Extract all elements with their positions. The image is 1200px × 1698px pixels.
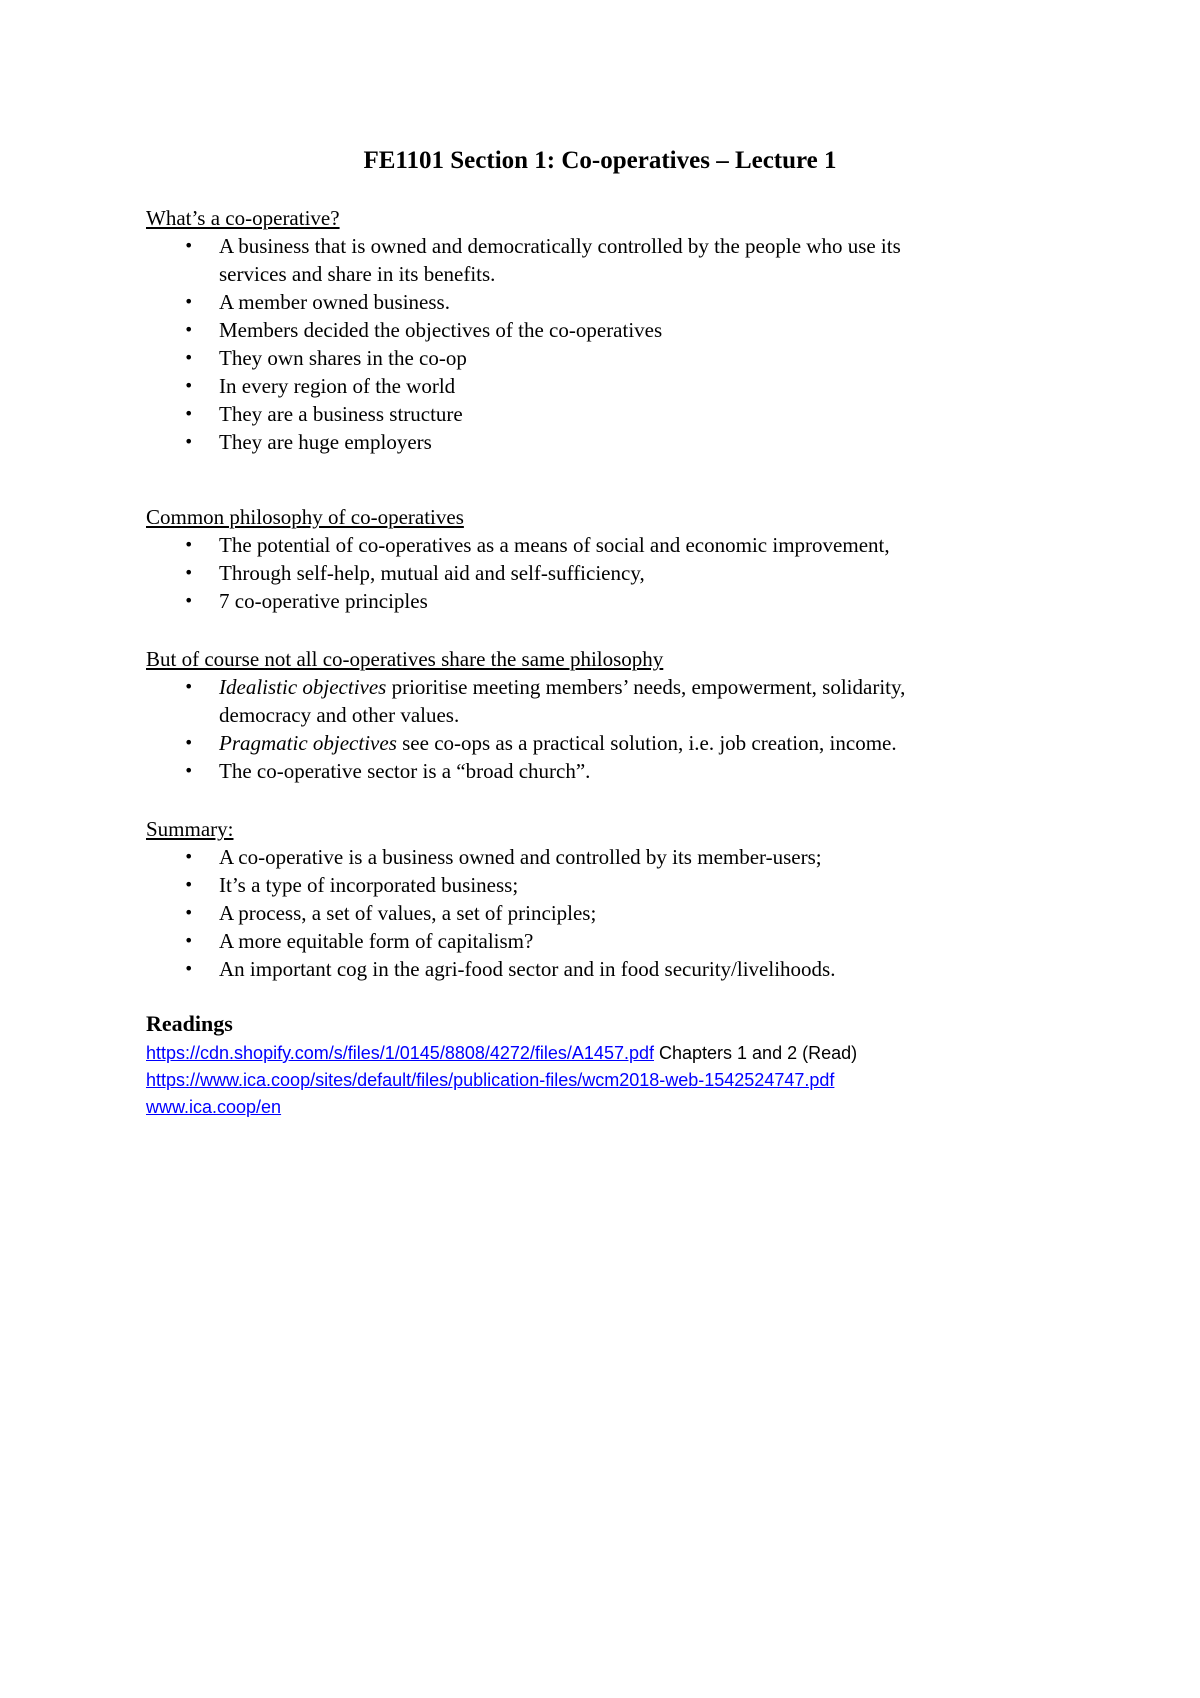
section-heading: Summary: xyxy=(146,817,234,841)
list-item-text: The co-operative sector is a “broad church”. xyxy=(219,759,591,783)
list-item-text: Members decided the objectives of the co-operatives xyxy=(219,318,663,342)
list-item-text: Through self-help, mutual aid and self-sufficiency, xyxy=(219,561,645,585)
list-item-text: 7 co-operative principles xyxy=(219,589,428,613)
list-item-text: A co-operative is a business owned and controlled by its member-users; xyxy=(219,845,822,869)
reading-link-ica-site[interactable]: www.ica.coop/en xyxy=(146,1097,282,1117)
bullet-icon: • xyxy=(184,404,194,423)
list-item xyxy=(146,531,1046,559)
bullet-icon: • xyxy=(184,875,194,894)
bullet-list xyxy=(146,843,1046,983)
readings-heading: Readings xyxy=(146,1011,233,1036)
bullet-icon: • xyxy=(184,236,194,255)
list-item xyxy=(146,587,1046,615)
reading-link-shopify[interactable]: https://cdn.shopify.com/s/files/1/0145/8808/4272/files/A1457.pdf xyxy=(146,1043,654,1063)
bullet-icon: • xyxy=(184,320,194,339)
list-item-text: see co-ops as a practical solution, i.e. job creation, income. xyxy=(396,731,897,755)
list-item-text: They own shares in the co-op xyxy=(219,346,467,370)
list-item xyxy=(146,757,1046,785)
section-summary xyxy=(146,815,1046,983)
reading-item xyxy=(146,1040,857,1067)
section-different-philosophy xyxy=(146,645,1046,785)
list-item xyxy=(146,232,1046,288)
bullet-icon: • xyxy=(184,931,194,950)
bullet-icon: • xyxy=(184,376,194,395)
list-item xyxy=(146,871,1046,899)
list-item xyxy=(146,559,1046,587)
section-heading: But of course not all co-operatives share the same philosophy xyxy=(146,647,664,671)
list-item-text: They are a business structure xyxy=(219,402,463,426)
list-item xyxy=(146,843,1046,871)
list-item-text: An important cog in the agri-food sector and in food security/livelihoods. xyxy=(219,957,836,981)
section-what-is-coop xyxy=(146,204,1046,456)
list-item xyxy=(146,729,1046,757)
bullet-icon: • xyxy=(184,733,194,752)
bullet-icon: • xyxy=(184,348,194,367)
list-item-text: The potential of co-operatives as a means of social and economic improvement, xyxy=(219,533,890,557)
bullet-icon: • xyxy=(184,677,194,696)
list-item xyxy=(146,372,1046,400)
list-item xyxy=(146,344,1046,372)
bullet-icon: • xyxy=(184,903,194,922)
bullet-icon: • xyxy=(184,563,194,582)
reading-item xyxy=(146,1094,857,1121)
section-common-philosophy xyxy=(146,503,1046,615)
bullet-icon: • xyxy=(184,761,194,780)
reading-note: Chapters 1 and 2 (Read) xyxy=(654,1043,858,1063)
list-item xyxy=(146,899,1046,927)
list-item-text: In every region of the world xyxy=(219,374,456,398)
list-item xyxy=(146,288,1046,316)
list-item-text: services and share in its benefits. xyxy=(219,262,496,286)
section-heading: What’s a co-operative? xyxy=(146,206,340,230)
list-item xyxy=(146,400,1046,428)
bullet-list xyxy=(146,673,1046,785)
bullet-icon: • xyxy=(184,959,194,978)
reading-item xyxy=(146,1067,857,1094)
list-item-text: A more equitable form of capitalism? xyxy=(219,929,534,953)
page-title: FE1101 Section 1: Co-operatives – Lecture 1 xyxy=(363,147,837,174)
list-item-text: A process, a set of values, a set of principles; xyxy=(219,901,597,925)
bullet-list xyxy=(146,531,1046,615)
list-item-text: It’s a type of incorporated business; xyxy=(219,873,519,897)
list-item xyxy=(146,673,1046,729)
list-item xyxy=(146,927,1046,955)
list-item-text: prioritise meeting members’ needs, empowerment, solidarity, xyxy=(386,675,906,699)
bullet-icon: • xyxy=(184,847,194,866)
list-item-emphasis: Idealistic objectives xyxy=(219,675,387,699)
bullet-icon: • xyxy=(184,432,194,451)
readings-links xyxy=(146,1040,857,1121)
list-item-emphasis: Pragmatic objectives xyxy=(219,731,397,755)
bullet-icon: • xyxy=(184,591,194,610)
list-item-text: A business that is owned and democratically controlled by the people who use its xyxy=(219,234,901,258)
bullet-icon: • xyxy=(184,292,194,311)
bullet-list xyxy=(146,232,1046,456)
list-item-text: democracy and other values. xyxy=(219,703,460,727)
list-item xyxy=(146,955,1046,983)
section-heading: Common philosophy of co-operatives xyxy=(146,505,464,529)
bullet-icon: • xyxy=(184,535,194,554)
list-item xyxy=(146,428,1046,456)
list-item-text: They are huge employers xyxy=(219,430,432,454)
list-item-text: A member owned business. xyxy=(219,290,450,314)
list-item xyxy=(146,316,1046,344)
reading-link-ica-report[interactable]: https://www.ica.coop/sites/default/files/publication-files/wcm2018-web-1542524747.pdf xyxy=(146,1070,835,1090)
